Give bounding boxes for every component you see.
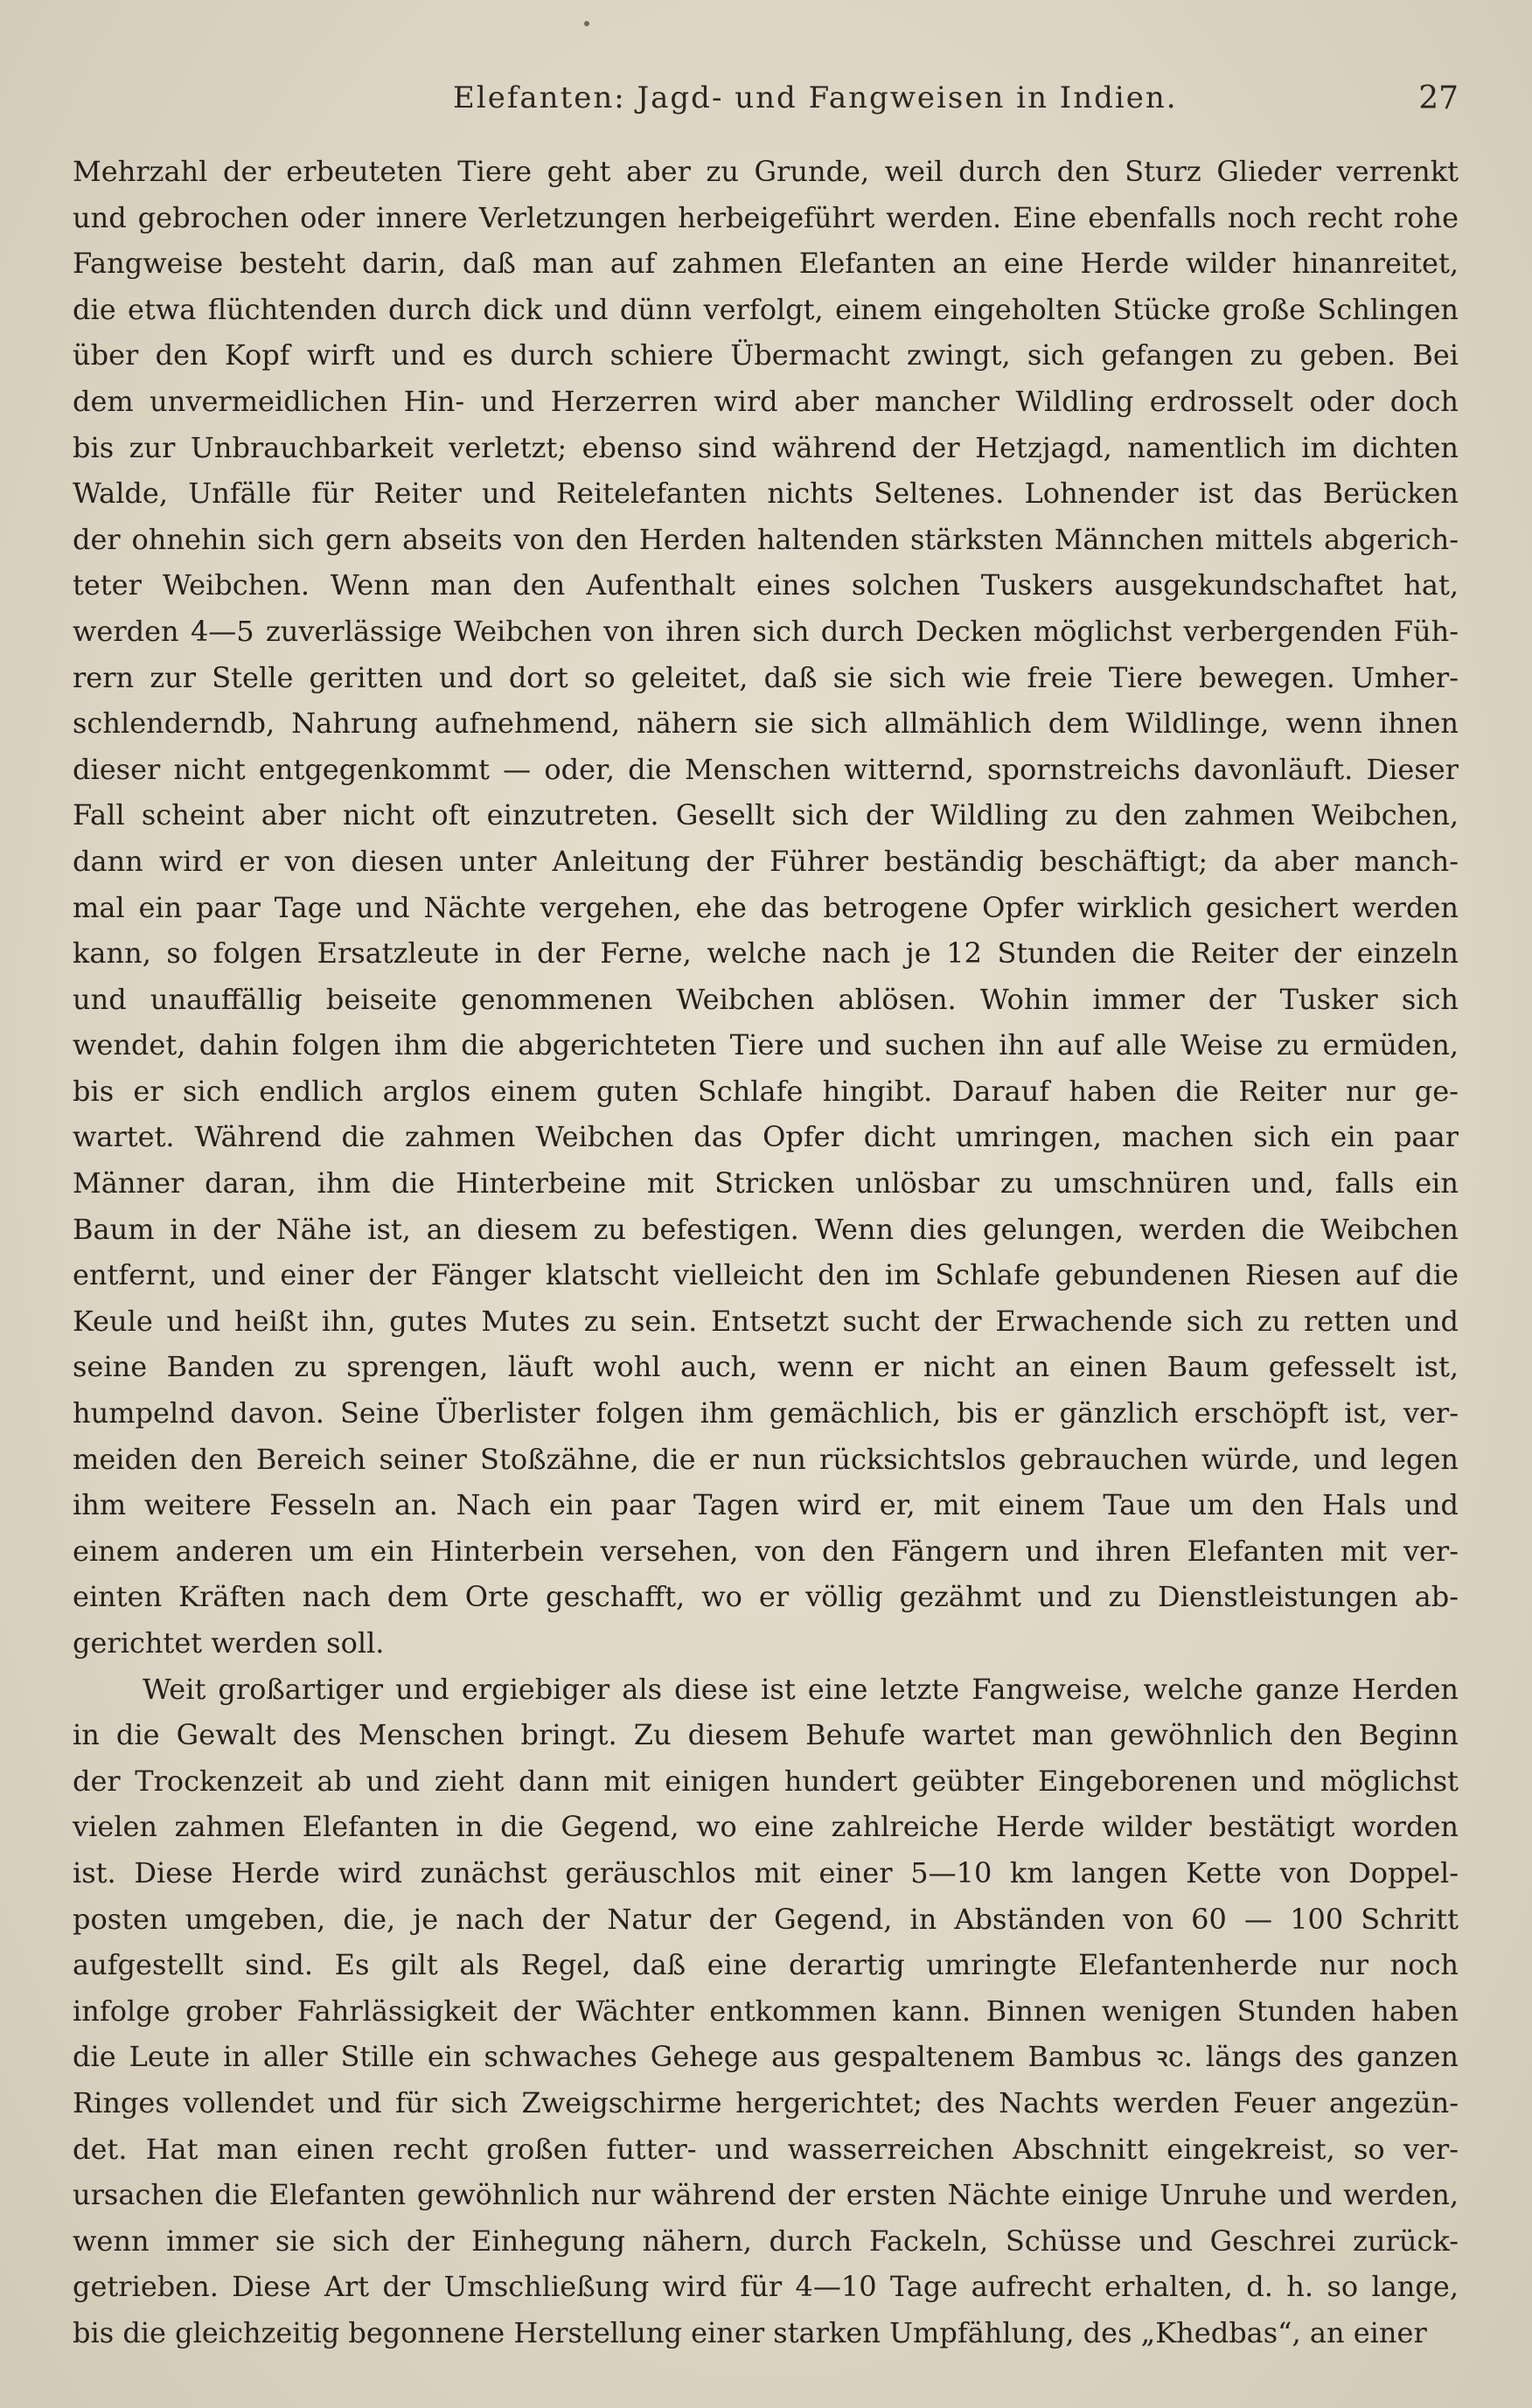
- text-line: und gebrochen oder innere Verletzungen herbeigeführt werden. Eine ebenfalls noch recht rohe: [73, 200, 1459, 234]
- text-line: werden 4—5 zuverlässige Weibchen von ihren sich durch Decken möglichst verbergenden Füh-: [73, 614, 1459, 648]
- text-line: die etwa flüchtenden durch dick und dünn verfolgt, einem eingeholten Stücke große Schlingen: [73, 292, 1459, 326]
- text-line: wendet, dahin folgen ihm die abgerichteten Tiere und suchen ihn auf alle Weise zu ermüden,: [73, 1028, 1459, 1062]
- text-line: Keule und heißt ihn, gutes Mutes zu sein. Entsetzt sucht der Erwachende sich zu retten und: [73, 1304, 1459, 1338]
- text-line: der Trockenzeit ab und zieht dann mit einigen hundert geübter Eingeborenen und möglichst: [73, 1764, 1459, 1798]
- ink-speck: [584, 21, 589, 26]
- text-line: ist. Diese Herde wird zunächst geräuschlos mit einer 5—10 km langen Kette von Doppel-: [73, 1855, 1459, 1890]
- text-line: posten umgeben, die, je nach der Natur der Gegend, in Abständen von 60 — 100 Schritt: [73, 1902, 1459, 1936]
- page-number: 27: [1418, 80, 1459, 116]
- text-line: der ohnehin sich gern abseits von den Herden haltenden stärksten Männchen mittels abgerich-: [73, 522, 1459, 556]
- text-line: ursachen die Elefanten gewöhnlich nur während der ersten Nächte einige Unruhe und werden,: [73, 2178, 1459, 2212]
- text-line: kann, so folgen Ersatzleute in der Ferne, welche nach je 12 Stunden die Reiter der einzeln: [73, 936, 1459, 971]
- text-line: die Leute in aller Stille ein schwaches Gehege aus gespaltenem Bambus ꝛc. längs des ganzen: [73, 2040, 1459, 2074]
- text-line: Männer daran, ihm die Hinterbeine mit Stricken unlösbar zu umschnüren und, falls ein: [73, 1166, 1459, 1201]
- text-line: vielen zahmen Elefanten in die Gegend, wo eine zahlreiche Herde wilder bestätigt worden: [73, 1810, 1459, 1844]
- text-line: det. Hat man einen recht großen futter- und wasserreichen Abschnitt eingekreist, so ver-: [73, 2132, 1459, 2166]
- text-line: und unauffällig beiseite genommenen Weibchen ablösen. Wohin immer der Tusker sich: [73, 982, 1459, 1016]
- text-line: bis zur Unbrauchbarkeit verletzt; ebenso sind während der Hetzjagd, namentlich im dichten: [73, 430, 1459, 464]
- text-line: Fangweise besteht darin, daß man auf zahmen Elefanten an eine Herde wilder hinanreitet,: [73, 247, 1459, 281]
- text-line: dem unvermeidlichen Hin- und Herzerren wird aber mancher Wildling erdrosselt oder doch: [73, 384, 1459, 418]
- text-line: rern zur Stelle geritten und dort so geleitet, daß sie sich wie freie Tiere bewegen. Umher-: [73, 660, 1459, 694]
- body-text: [73, 149, 1459, 2356]
- running-title: Elefanten: Jagd- und Fangweisen in Indien.: [453, 80, 1178, 115]
- text-line: gerichtet werden soll.: [73, 1626, 385, 1660]
- text-line: Ringes vollendet und für sich Zweigschirme hergerichtet; des Nachts werden Feuer angezün-: [73, 2085, 1459, 2119]
- text-line: über den Kopf wirft und es durch schiere Übermacht zwingt, sich gefangen zu geben. Bei: [73, 338, 1459, 372]
- text-line: Fall scheint aber nicht oft einzutreten. Gesellt sich der Wildling zu den zahmen Weibchen,: [73, 798, 1459, 832]
- text-line: einten Kräften nach dem Orte geschafft, wo er völlig gezähmt und zu Dienstleistungen ab-: [73, 1580, 1459, 1614]
- text-line: humpelnd davon. Seine Überlister folgen ihm gemächlich, bis er gänzlich erschöpft ist, ver-: [73, 1396, 1459, 1430]
- text-line: dann wird er von diesen unter Anleitung der Führer beständig beschäftigt; da aber manch-: [73, 844, 1459, 878]
- text-line: schlenderndb, Nahrung aufnehmend, nähern sie sich allmählich dem Wildlinge, wenn ihnen: [73, 706, 1459, 741]
- text-line: bis die gleichzeitig begonnene Herstellung einer starken Umpfählung, des „Khedbas“, an einer: [73, 2315, 1427, 2349]
- text-line: einem anderen um ein Hinterbein versehen, von den Fängern und ihren Elefanten mit ver-: [73, 1534, 1459, 1568]
- text-line: teter Weibchen. Wenn man den Aufenthalt eines solchen Tuskers ausgekundschaftet hat,: [73, 568, 1459, 602]
- text-line: Weit großartiger und ergiebiger als diese ist eine letzte Fangweise, welche ganze Herden: [143, 1672, 1459, 1706]
- text-line: mal ein paar Tage und Nächte vergehen, ehe das betrogene Opfer wirklich gesichert werden: [73, 890, 1459, 924]
- text-line: Baum in der Nähe ist, an diesem zu befestigen. Wenn dies gelungen, werden die Weibchen: [73, 1212, 1459, 1246]
- text-line: in die Gewalt des Menschen bringt. Zu diesem Behufe wartet man gewöhnlich den Beginn: [73, 1718, 1459, 1752]
- paragraph: [73, 1667, 1459, 2356]
- text-line: infolge grober Fahrlässigkeit der Wächter entkommen kann. Binnen wenigen Stunden haben: [73, 1994, 1459, 2028]
- text-line: bis er sich endlich arglos einem guten Schlafe hingibt. Darauf haben die Reiter nur ge-: [73, 1074, 1459, 1108]
- text-line: aufgestellt sind. Es gilt als Regel, daß eine derartig umringte Elefantenherde nur noch: [73, 1948, 1459, 1982]
- paragraph: [73, 149, 1459, 1667]
- text-line: wartet. Während die zahmen Weibchen das Opfer dicht umringen, machen sich ein paar: [73, 1120, 1459, 1154]
- text-line: Mehrzahl der erbeuteten Tiere geht aber zu Grunde, weil durch den Sturz Glieder verrenkt: [73, 155, 1459, 188]
- text-line: Walde, Unfälle für Reiter und Reitelefanten nichts Seltenes. Lohnender ist das Berücken: [73, 477, 1459, 511]
- text-line: getrieben. Diese Art der Umschließung wird für 4—10 Tage aufrecht erhalten, d. h. so lange,: [73, 2270, 1459, 2304]
- text-line: ihm weitere Fesseln an. Nach ein paar Tagen wird er, mit einem Taue um den Hals und: [73, 1488, 1459, 1522]
- text-line: meiden den Bereich seiner Stoßzähne, die er nun rücksichtslos gebrauchen würde, und legen: [73, 1442, 1459, 1476]
- running-head: [0, 80, 1532, 133]
- text-line: entfernt, und einer der Fänger klatscht vielleicht den im Schlafe gebundenen Riesen auf die: [73, 1258, 1459, 1292]
- text-line: wenn immer sie sich der Einhegung nähern, durch Fackeln, Schüsse und Geschrei zurück-: [73, 2224, 1459, 2258]
- text-line: seine Banden zu sprengen, läuft wohl auch, wenn er nicht an einen Baum gefesselt ist,: [73, 1350, 1459, 1384]
- text-line: dieser nicht entgegenkommt — oder, die Menschen witternd, spornstreichs davonläuft. Dieser: [73, 752, 1459, 786]
